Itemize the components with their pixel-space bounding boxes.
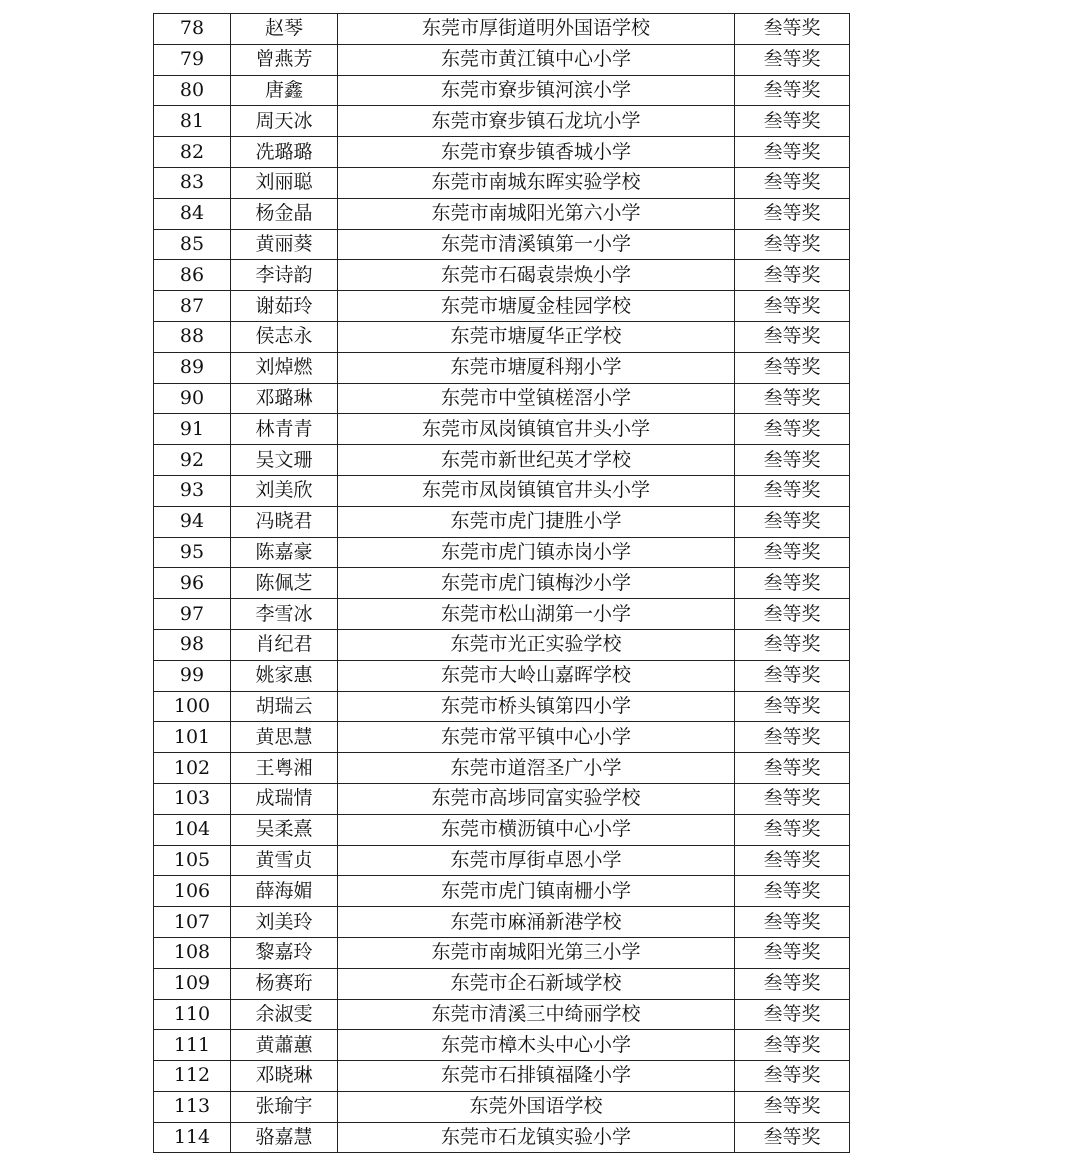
winner-name-cell: 侯志永 (231, 321, 338, 352)
row-number-cell: 96 (154, 568, 231, 599)
award-level-cell: 叁等奖 (735, 722, 850, 753)
award-level-cell: 叁等奖 (735, 14, 850, 45)
school-name-cell: 东莞市虎门镇南栅小学 (338, 876, 735, 907)
award-table (153, 13, 850, 1153)
award-level-cell: 叁等奖 (735, 167, 850, 198)
row-number-cell: 89 (154, 352, 231, 383)
table-row (154, 937, 850, 968)
table-row (154, 629, 850, 660)
winner-name-cell: 刘美玲 (231, 907, 338, 938)
winner-name-cell: 肖纪君 (231, 629, 338, 660)
row-number-cell: 100 (154, 691, 231, 722)
award-level-cell: 叁等奖 (735, 414, 850, 445)
winner-name-cell: 余淑雯 (231, 999, 338, 1030)
row-number-cell: 78 (154, 14, 231, 45)
school-name-cell: 东莞市南城阳光第六小学 (338, 198, 735, 229)
award-level-cell: 叁等奖 (735, 321, 850, 352)
winner-name-cell: 黄雪贞 (231, 845, 338, 876)
table-row (154, 291, 850, 322)
row-number-cell: 109 (154, 968, 231, 999)
award-level-cell: 叁等奖 (735, 1091, 850, 1122)
award-level-cell: 叁等奖 (735, 291, 850, 322)
school-name-cell: 东莞市塘厦华正学校 (338, 321, 735, 352)
award-level-cell: 叁等奖 (735, 229, 850, 260)
row-number-cell: 104 (154, 814, 231, 845)
table-row (154, 198, 850, 229)
table-row (154, 1122, 850, 1153)
winner-name-cell: 周天冰 (231, 106, 338, 137)
school-name-cell: 东莞市塘厦科翔小学 (338, 352, 735, 383)
school-name-cell: 东莞市光正实验学校 (338, 629, 735, 660)
table-row (154, 321, 850, 352)
table-row (154, 14, 850, 45)
row-number-cell: 86 (154, 260, 231, 291)
row-number-cell: 108 (154, 937, 231, 968)
table-row (154, 352, 850, 383)
row-number-cell: 88 (154, 321, 231, 352)
winner-name-cell: 黄蕭蕙 (231, 1030, 338, 1061)
school-name-cell: 东莞市黄江镇中心小学 (338, 44, 735, 75)
winner-name-cell: 王粤湘 (231, 753, 338, 784)
award-level-cell: 叁等奖 (735, 907, 850, 938)
award-level-cell: 叁等奖 (735, 537, 850, 568)
table-row (154, 1061, 850, 1092)
winner-name-cell: 李雪冰 (231, 599, 338, 630)
school-name-cell: 东莞市道滘圣广小学 (338, 753, 735, 784)
school-name-cell: 东莞市塘厦金桂园学校 (338, 291, 735, 322)
winner-name-cell: 刘美欣 (231, 475, 338, 506)
row-number-cell: 113 (154, 1091, 231, 1122)
award-level-cell: 叁等奖 (735, 568, 850, 599)
award-level-cell: 叁等奖 (735, 783, 850, 814)
table-row (154, 845, 850, 876)
school-name-cell: 东莞市虎门镇赤岗小学 (338, 537, 735, 568)
row-number-cell: 103 (154, 783, 231, 814)
school-name-cell: 东莞市凤岗镇镇官井头小学 (338, 414, 735, 445)
row-number-cell: 110 (154, 999, 231, 1030)
school-name-cell: 东莞市虎门镇梅沙小学 (338, 568, 735, 599)
winner-name-cell: 林青青 (231, 414, 338, 445)
row-number-cell: 92 (154, 445, 231, 476)
row-number-cell: 81 (154, 106, 231, 137)
award-level-cell: 叁等奖 (735, 475, 850, 506)
winner-name-cell: 胡瑞云 (231, 691, 338, 722)
winner-name-cell: 成瑞情 (231, 783, 338, 814)
school-name-cell: 东莞市企石新域学校 (338, 968, 735, 999)
school-name-cell: 东莞市南城东晖实验学校 (338, 167, 735, 198)
winner-name-cell: 赵琴 (231, 14, 338, 45)
school-name-cell: 东莞市中堂镇槎滘小学 (338, 383, 735, 414)
award-level-cell: 叁等奖 (735, 106, 850, 137)
award-level-cell: 叁等奖 (735, 383, 850, 414)
school-name-cell: 东莞市虎门捷胜小学 (338, 506, 735, 537)
winner-name-cell: 吴文珊 (231, 445, 338, 476)
table-row (154, 968, 850, 999)
row-number-cell: 105 (154, 845, 231, 876)
school-name-cell: 东莞市寮步镇香城小学 (338, 137, 735, 168)
table-row (154, 907, 850, 938)
row-number-cell: 111 (154, 1030, 231, 1061)
award-level-cell: 叁等奖 (735, 506, 850, 537)
school-name-cell: 东莞外国语学校 (338, 1091, 735, 1122)
award-table-body (154, 14, 850, 1153)
winner-name-cell: 杨金晶 (231, 198, 338, 229)
table-row (154, 753, 850, 784)
school-name-cell: 东莞市凤岗镇镇官井头小学 (338, 475, 735, 506)
school-name-cell: 东莞市清溪三中绮丽学校 (338, 999, 735, 1030)
winner-name-cell: 吴柔熹 (231, 814, 338, 845)
school-name-cell: 东莞市清溪镇第一小学 (338, 229, 735, 260)
school-name-cell: 东莞市厚街道明外国语学校 (338, 14, 735, 45)
row-number-cell: 80 (154, 75, 231, 106)
row-number-cell: 106 (154, 876, 231, 907)
table-row (154, 167, 850, 198)
winner-name-cell: 冯晓君 (231, 506, 338, 537)
table-row (154, 537, 850, 568)
award-level-cell: 叁等奖 (735, 845, 850, 876)
school-name-cell: 东莞市桥头镇第四小学 (338, 691, 735, 722)
table-row (154, 260, 850, 291)
row-number-cell: 91 (154, 414, 231, 445)
school-name-cell: 东莞市麻涌新港学校 (338, 907, 735, 938)
award-level-cell: 叁等奖 (735, 137, 850, 168)
winner-name-cell: 谢茹玲 (231, 291, 338, 322)
award-level-cell: 叁等奖 (735, 198, 850, 229)
table-row (154, 722, 850, 753)
award-level-cell: 叁等奖 (735, 1030, 850, 1061)
table-row (154, 475, 850, 506)
table-row (154, 106, 850, 137)
row-number-cell: 102 (154, 753, 231, 784)
winner-name-cell: 张瑜宇 (231, 1091, 338, 1122)
school-name-cell: 东莞市新世纪英才学校 (338, 445, 735, 476)
row-number-cell: 82 (154, 137, 231, 168)
row-number-cell: 99 (154, 660, 231, 691)
winner-name-cell: 黎嘉玲 (231, 937, 338, 968)
award-level-cell: 叁等奖 (735, 75, 850, 106)
row-number-cell: 87 (154, 291, 231, 322)
award-level-cell: 叁等奖 (735, 445, 850, 476)
table-row (154, 44, 850, 75)
row-number-cell: 101 (154, 722, 231, 753)
table-row (154, 1091, 850, 1122)
table-row (154, 783, 850, 814)
school-name-cell: 东莞市横沥镇中心小学 (338, 814, 735, 845)
table-row (154, 383, 850, 414)
row-number-cell: 98 (154, 629, 231, 660)
row-number-cell: 114 (154, 1122, 231, 1153)
winner-name-cell: 骆嘉慧 (231, 1122, 338, 1153)
row-number-cell: 95 (154, 537, 231, 568)
row-number-cell: 83 (154, 167, 231, 198)
award-level-cell: 叁等奖 (735, 352, 850, 383)
table-row (154, 999, 850, 1030)
table-row (154, 599, 850, 630)
school-name-cell: 东莞市松山湖第一小学 (338, 599, 735, 630)
winner-name-cell: 陈佩芝 (231, 568, 338, 599)
award-level-cell: 叁等奖 (735, 753, 850, 784)
school-name-cell: 东莞市常平镇中心小学 (338, 722, 735, 753)
school-name-cell: 东莞市石排镇福隆小学 (338, 1061, 735, 1092)
table-row (154, 506, 850, 537)
award-level-cell: 叁等奖 (735, 629, 850, 660)
table-row (154, 75, 850, 106)
school-name-cell: 东莞市厚街卓恩小学 (338, 845, 735, 876)
award-level-cell: 叁等奖 (735, 691, 850, 722)
table-row (154, 814, 850, 845)
row-number-cell: 93 (154, 475, 231, 506)
table-row (154, 568, 850, 599)
winner-name-cell: 冼璐璐 (231, 137, 338, 168)
winner-name-cell: 黄丽葵 (231, 229, 338, 260)
award-level-cell: 叁等奖 (735, 999, 850, 1030)
row-number-cell: 84 (154, 198, 231, 229)
table-row (154, 229, 850, 260)
award-level-cell: 叁等奖 (735, 876, 850, 907)
table-row (154, 1030, 850, 1061)
school-name-cell: 东莞市石碣袁崇焕小学 (338, 260, 735, 291)
school-name-cell: 东莞市大岭山嘉晖学校 (338, 660, 735, 691)
table-row (154, 876, 850, 907)
award-level-cell: 叁等奖 (735, 660, 850, 691)
award-level-cell: 叁等奖 (735, 937, 850, 968)
winner-name-cell: 黄思慧 (231, 722, 338, 753)
school-name-cell: 东莞市南城阳光第三小学 (338, 937, 735, 968)
row-number-cell: 85 (154, 229, 231, 260)
school-name-cell: 东莞市寮步镇河滨小学 (338, 75, 735, 106)
school-name-cell: 东莞市石龙镇实验小学 (338, 1122, 735, 1153)
winner-name-cell: 刘焯燃 (231, 352, 338, 383)
winner-name-cell: 杨赛珩 (231, 968, 338, 999)
award-level-cell: 叁等奖 (735, 1061, 850, 1092)
table-row (154, 414, 850, 445)
winner-name-cell: 薛海媚 (231, 876, 338, 907)
row-number-cell: 97 (154, 599, 231, 630)
table-row (154, 445, 850, 476)
row-number-cell: 107 (154, 907, 231, 938)
winner-name-cell: 邓璐琳 (231, 383, 338, 414)
table-row (154, 660, 850, 691)
winner-name-cell: 刘丽聪 (231, 167, 338, 198)
school-name-cell: 东莞市樟木头中心小学 (338, 1030, 735, 1061)
award-level-cell: 叁等奖 (735, 44, 850, 75)
winner-name-cell: 邓晓琳 (231, 1061, 338, 1092)
award-level-cell: 叁等奖 (735, 599, 850, 630)
table-row (154, 691, 850, 722)
school-name-cell: 东莞市寮步镇石龙坑小学 (338, 106, 735, 137)
table-row (154, 137, 850, 168)
award-level-cell: 叁等奖 (735, 260, 850, 291)
winner-name-cell: 姚家惠 (231, 660, 338, 691)
winner-name-cell: 曾燕芳 (231, 44, 338, 75)
award-level-cell: 叁等奖 (735, 814, 850, 845)
row-number-cell: 94 (154, 506, 231, 537)
award-level-cell: 叁等奖 (735, 968, 850, 999)
winner-name-cell: 陈嘉豪 (231, 537, 338, 568)
school-name-cell: 东莞市高埗同富实验学校 (338, 783, 735, 814)
row-number-cell: 112 (154, 1061, 231, 1092)
row-number-cell: 79 (154, 44, 231, 75)
winner-name-cell: 唐鑫 (231, 75, 338, 106)
row-number-cell: 90 (154, 383, 231, 414)
winner-name-cell: 李诗韵 (231, 260, 338, 291)
award-level-cell: 叁等奖 (735, 1122, 850, 1153)
